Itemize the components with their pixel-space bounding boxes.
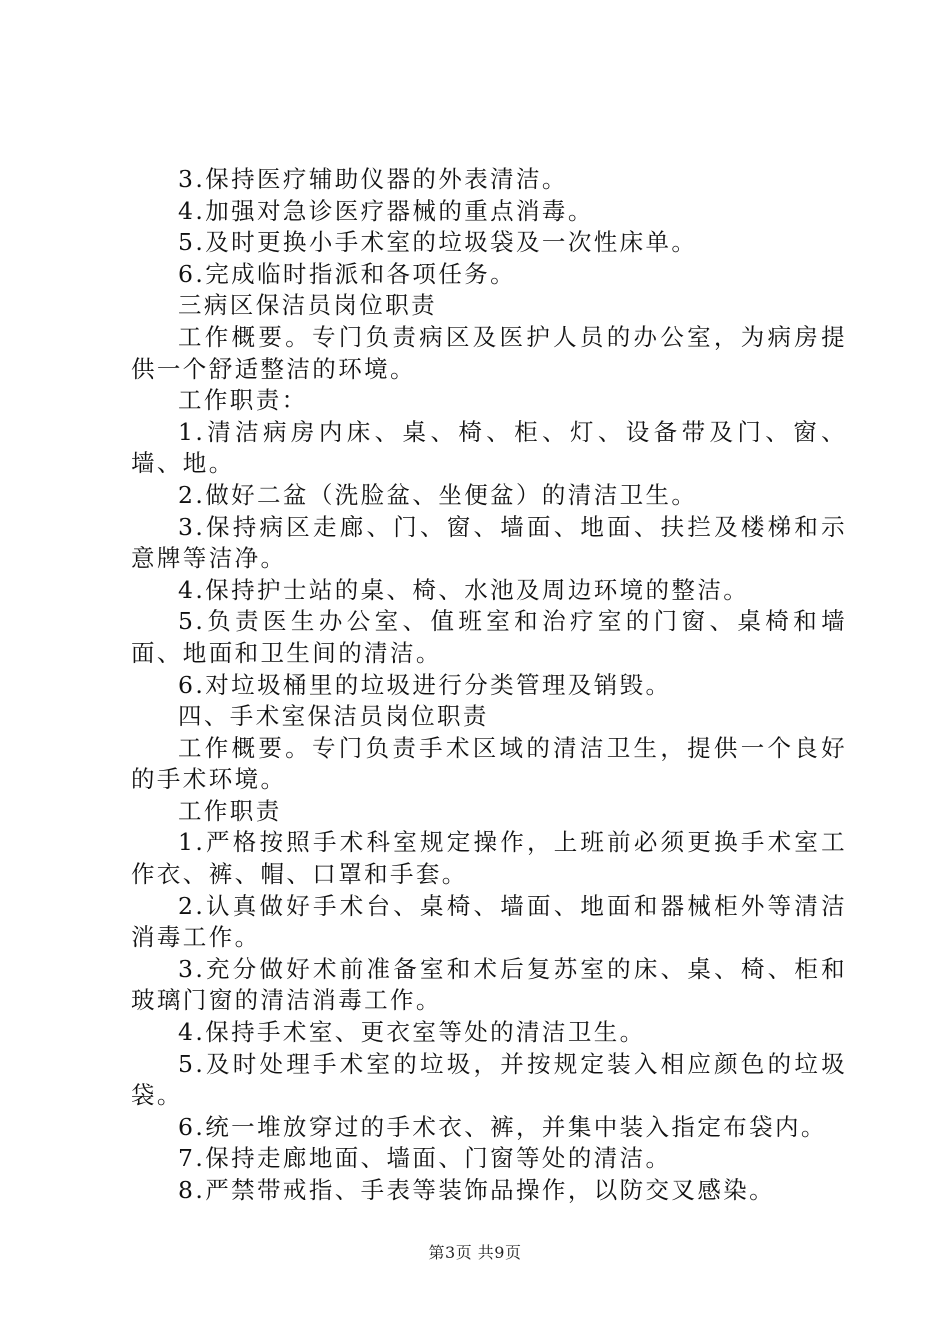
paragraph-item: 6.统一堆放穿过的手术衣、裤，并集中装入指定布袋内。	[178, 1112, 827, 1141]
paragraph-item: 6.对垃圾桶里的垃圾进行分类管理及销毁。	[178, 670, 672, 699]
paragraph-item: 5.负责医生办公室、值班室和治疗室的门窗、桌椅和墙面、地面和卫生间的清洁。	[131, 607, 847, 667]
paragraph-item: 4.保持手术室、更衣室等处的清洁卫生。	[178, 1018, 646, 1047]
paragraph-item: 3.保持病区走廊、门、窗、墙面、地面、扶拦及楼梯和示意牌等洁净。	[131, 512, 847, 573]
document-body	[131, 164, 847, 1207]
paragraph-item: 3.保持医疗辅助仪器的外表清洁。	[178, 165, 568, 193]
page-number: 第3页 共9页	[428, 1243, 522, 1262]
paragraph-item: 5.及时更换小手术室的垃圾袋及一次性床单。	[178, 228, 698, 257]
paragraph-item: 工作概要。专门负责病区及医护人员的办公室，为病房提供一个舒适整洁的环境。	[131, 322, 847, 383]
paragraph-item: 8.严禁带戒指、手表等装饰品操作，以防交叉感染。	[178, 1176, 776, 1204]
section-heading: 四、手术室保洁员岗位职责	[178, 702, 489, 731]
paragraph-item: 1.清洁病房内床、桌、椅、柜、灯、设备带及门、窗、墙、地。	[131, 417, 847, 478]
paragraph-item: 5.及时处理手术室的垃圾，并按规定装入相应颜色的垃圾袋。	[131, 1049, 847, 1110]
paragraph-item: 2.认真做好手术台、桌椅、墙面、地面和器械柜外等清洁消毒工作。	[131, 891, 847, 952]
subsection-heading: 工作职责：	[178, 386, 308, 415]
paragraph-item: 4.保持护士站的桌、椅、水池及周边环境的整洁。	[178, 575, 750, 604]
section-heading: 三病区保洁员岗位职责	[178, 291, 437, 320]
paragraph-item: 4.加强对急诊医疗器械的重点消毒。	[178, 196, 594, 225]
paragraph-item: 2.做好二盆（洗脸盆、坐便盆）的清洁卫生。	[178, 480, 698, 509]
paragraph-item: 6.完成临时指派和各项任务。	[178, 259, 517, 288]
paragraph-item: 3.充分做好术前准备室和术后复苏室的床、桌、椅、柜和玻璃门窗的清洁消毒工作。	[131, 954, 847, 1015]
paragraph-item: 工作概要。专门负责手术区域的清洁卫生，提供一个良好的手术环境。	[131, 733, 847, 794]
paragraph-item: 7.保持走廊地面、墙面、门窗等处的清洁。	[178, 1144, 672, 1173]
paragraph-item: 1.严格按照手术科室规定操作，上班前必须更换手术室工作衣、裤、帽、口罩和手套。	[131, 828, 847, 889]
subsection-heading: 工作职责	[178, 796, 282, 825]
